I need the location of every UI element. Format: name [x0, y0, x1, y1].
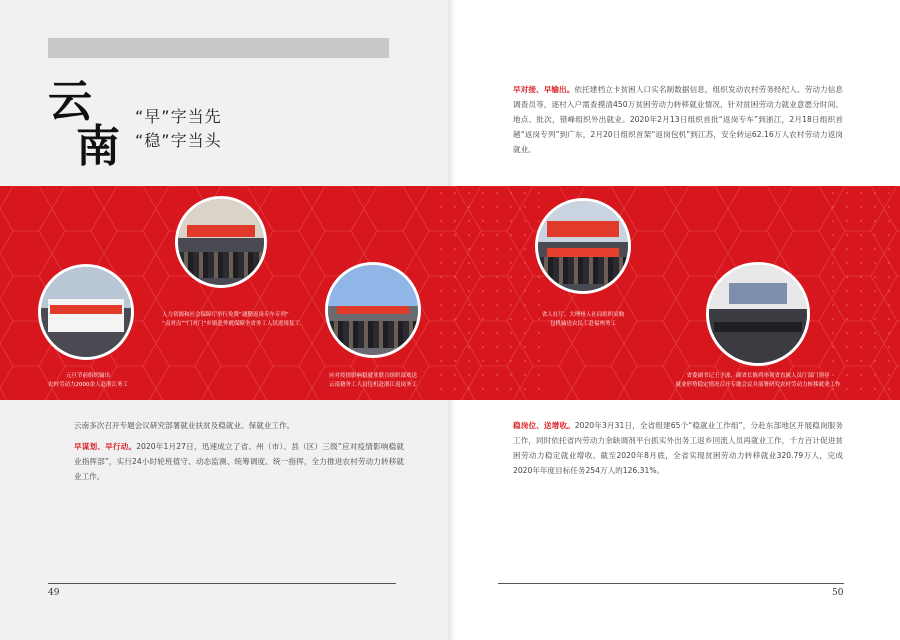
photo-caption: 人力资源和社会保障厅举行免费“通勤返岗专车专列” [162, 312, 289, 318]
photo-caption: 云南籍务工人员包机赴浙江返岗务工 [328, 382, 417, 388]
text-early-plan: 2020年1月27日，迅速成立了省、州（市）、县（区）三级“应对疫情影响稳就业指挥部”，实行24小时轮班值守、动态监测、统筹调度、统一指挥，全力推进农村劳动力转移就业工作。 [74, 442, 405, 481]
paragraph-early-plan [74, 439, 404, 484]
bus-photo [38, 264, 134, 360]
subtitle-early: “早”字当先 [135, 107, 222, 126]
banner-group-photo [535, 198, 631, 294]
page-number-right: 50 [832, 588, 844, 598]
paragraph-stable-jobs [513, 418, 843, 478]
paragraph-early-output [513, 82, 843, 157]
photo-caption: 省委副书记王予波、副省长陈舜率领省直属人员厅部门领导 [686, 373, 830, 379]
keyword-early-plan: 早谋划、早行动。 [74, 442, 137, 451]
paragraph-intro: 云南多次召开专题会议研究部署就业扶贫及稳就业、保就业工作。 [74, 421, 295, 430]
photo-caption: 农村劳动力2000余人赴浙江务工 [48, 382, 128, 388]
header-bar [48, 38, 389, 58]
photo-caption: 省人社厅、大理州人社局组织采购 [541, 312, 625, 318]
photo-caption: 就业形势稳定情况召开专题会议并部署研究农村劳动力转移就业工作 [675, 382, 841, 388]
station-crowd-photo [175, 196, 267, 288]
meeting-photo [706, 262, 810, 366]
photo-caption: “点对点”“门对门”乡镇赴外就保障全省务工人员返岗复工 [162, 321, 300, 327]
subtitle-steady: “稳”字当头 [135, 131, 222, 150]
photo-caption: 应对疫情影响稳就业联合组织部欢送 [328, 373, 417, 379]
airport-queue-photo [325, 262, 421, 358]
footer-rule-right [498, 583, 844, 584]
title-char-nan: 南 [76, 121, 120, 172]
page-number-left: 49 [48, 588, 60, 598]
text-early-output: 依托建档立卡贫困人口实名制数据信息，组织发动农村劳务经纪人、劳动力信息调查员等，逐村入户需查摸清450万贫困劳动力转移就业情况，针对贫困劳动力就业意愿分时间、地点、批次，错峰组织外出就业。2020年2月13日组织首批“返岗专车”到浙江，2月18日组织首趟“返岗专列”到广东，2月20日组织首架“返岗包机”到江苏，安全转运62.16万人农村劳动力返岗就业。 [513, 85, 844, 154]
text-stable-jobs: 2020年3月31日，全省组建65个“稳就业工作组”，分赴东部地区开展稳岗服务工作，同时依托省内劳动力余缺调剂平台抓实外出务工返乡回流人员再就业工作，千方百计促进贫困劳动力稳定就业增收。截至2020年8月底，全省实现贫困劳动力转移就业320.79万人，完成2020年年度目标任务254万人的126.31%。 [513, 421, 843, 475]
keyword-stable-jobs: 稳岗位、送增收。 [513, 421, 575, 430]
photo-caption: 包机输送农民工赴福州务工 [549, 321, 616, 327]
title-char-yun: 云 [48, 76, 92, 127]
footer-rule-left [48, 583, 396, 584]
photo-caption: 元旦节前组织输出 [65, 373, 110, 379]
keyword-early-output: 早对接、早输出。 [513, 85, 575, 94]
